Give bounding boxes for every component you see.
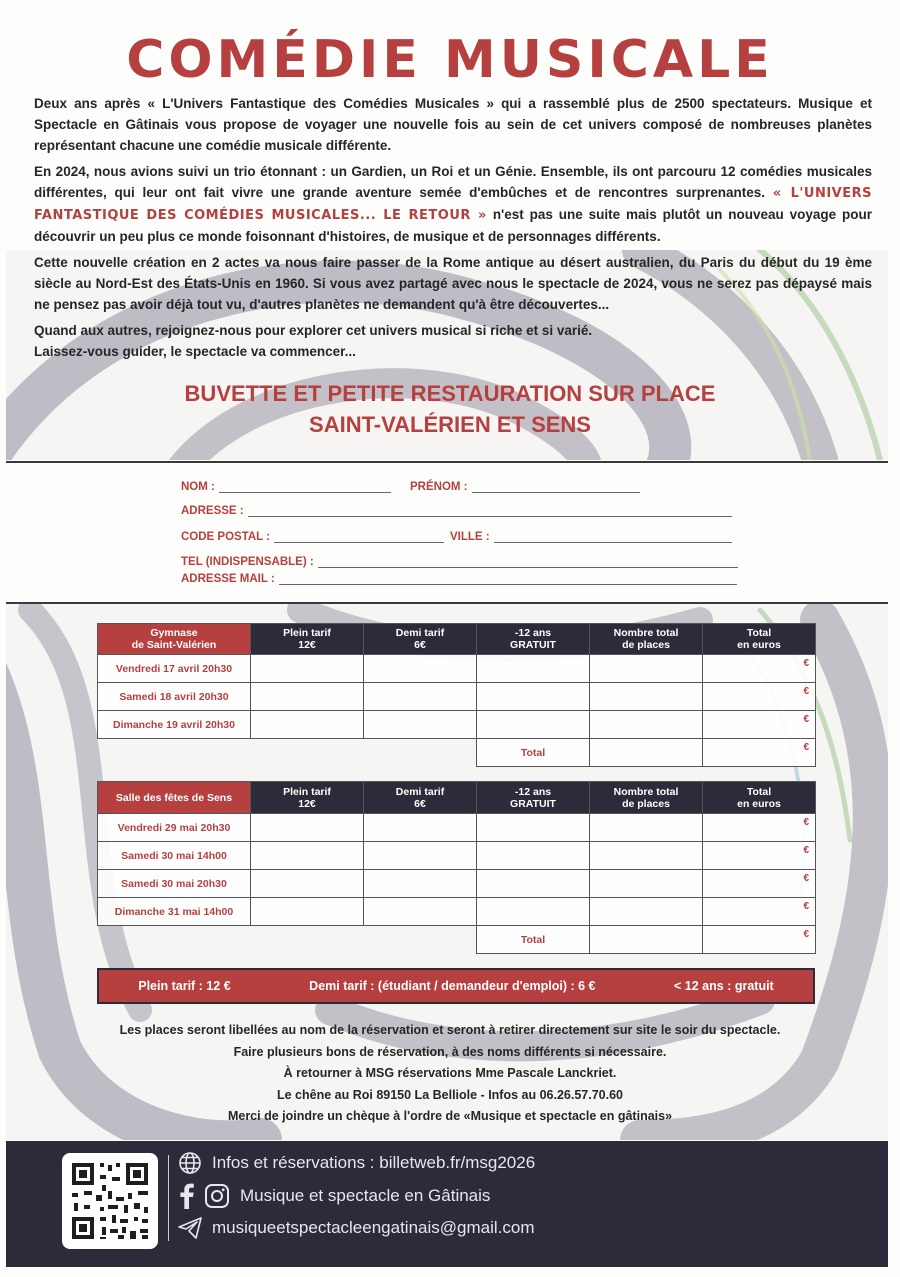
date-cell: Dimanche 31 mai 14h00 — [98, 898, 251, 926]
footnote-line: Merci de joindre un chèque à l'ordre de «Musique et spectacle en gâtinais» — [227, 1109, 673, 1123]
table-header-row — [98, 624, 816, 655]
nombre-places-header: Nombre total de places — [590, 782, 703, 814]
ville-field[interactable] — [450, 530, 732, 543]
table-row — [98, 711, 816, 739]
show-title-highlight: « L'UNIVERS FANTASTIQUE DES COMÉDIES MUSICALES... LE RETOUR » — [34, 186, 872, 223]
nombre-input[interactable] — [590, 814, 703, 842]
date-cell: Samedi 30 mai 20h30 — [98, 870, 251, 898]
buvette-banner — [0, 378, 900, 440]
plein-input[interactable] — [251, 898, 364, 926]
euro-cell[interactable]: € — [703, 655, 816, 683]
total-label: Total — [477, 926, 590, 954]
table-row — [98, 898, 816, 926]
venue-header: Gymnase de Saint-Valérien — [98, 624, 251, 655]
demi-input[interactable] — [364, 683, 477, 711]
code-postal-field[interactable] — [181, 530, 444, 543]
demi-tarif-header: Demi tarif 6€ — [364, 624, 477, 655]
plein-tarif-header: Plein tarif 12€ — [251, 782, 364, 814]
code-postal-line[interactable] — [274, 530, 444, 543]
tarif-demi: Demi tarif : (étudiant / demandeur d'emploi) : 6 € — [309, 979, 596, 993]
nom-field[interactable] — [181, 480, 391, 493]
demi-input[interactable] — [364, 898, 477, 926]
intro-paragraph-3: Cette nouvelle création en 2 actes va nous faire passer de la Rome antique au désert australien, du Paris du début du 19 ème siècle au Nord-Est des États-Unis en 1960. Si vous avez partagé avec nous le spectacle de 2024, vous ne serez pas dépaysé mais ne pensez pas avoir déjà tout vu, d'autres planètes ne demandent qu'à être découvertes... — [34, 255, 872, 312]
demi-input[interactable] — [364, 870, 477, 898]
table-sens — [97, 781, 816, 954]
nom-label: NOM : — [181, 481, 215, 493]
tel-field[interactable] — [181, 555, 738, 568]
footnote-line: Les places seront libellées au nom de la réservation et seront à retirer directement sur site le soir du spectacle. — [119, 1023, 781, 1037]
moins12-input[interactable] — [477, 870, 590, 898]
tarifs-banner — [97, 968, 815, 1004]
footnotes — [0, 1020, 900, 1128]
blank-cell — [98, 926, 477, 954]
demi-input[interactable] — [364, 814, 477, 842]
intro-paragraph-2-part-c: n'est pas une suite mais plutôt un nouveau voyage pour découvrir un peu plus ce monde foisonnant d'histoires, de musique et de personnages différents. — [34, 207, 872, 244]
date-cell: Vendredi 17 avril 20h30 — [98, 655, 251, 683]
facebook-icon — [178, 1183, 196, 1209]
nombre-input[interactable] — [590, 683, 703, 711]
footnote-line: À retourner à MSG réservations Mme Pascale Lanckriet. — [283, 1066, 617, 1080]
moins12-header: -12 ans GRATUIT — [477, 782, 590, 814]
divider-top — [6, 461, 888, 463]
intro-paragraph-2 — [34, 161, 872, 247]
nombre-input[interactable] — [590, 655, 703, 683]
euro-cell[interactable]: € — [703, 898, 816, 926]
date-cell: Dimanche 19 avril 20h30 — [98, 711, 251, 739]
adresse-label: ADRESSE : — [181, 505, 244, 517]
send-icon — [178, 1217, 202, 1239]
plein-input[interactable] — [251, 683, 364, 711]
plein-input[interactable] — [251, 655, 364, 683]
table-header-row — [98, 782, 816, 814]
intro-paragraph-2-part-a: En 2024, nous avions suivi un trio étonnant : un Gardien, un Roi et un Génie. Ensemble, ils ont parcouru 12 comédies musicales différentes, qui leur ont fait vivre une grande aventure semée d'embûches et de rencontres surprenantes. — [34, 164, 872, 200]
prenom-label: PRÉNOM : — [410, 481, 468, 493]
plein-input[interactable] — [251, 814, 364, 842]
email-field[interactable] — [181, 572, 737, 585]
moins12-header: -12 ans GRATUIT — [477, 624, 590, 655]
footer-web-info[interactable] — [178, 1151, 535, 1175]
nombre-places-header: Nombre total de places — [590, 624, 703, 655]
date-cell: Samedi 18 avril 20h30 — [98, 683, 251, 711]
nombre-input[interactable] — [590, 842, 703, 870]
nombre-input[interactable] — [590, 711, 703, 739]
code-postal-label: CODE POSTAL : — [181, 531, 271, 543]
email-line[interactable] — [279, 572, 737, 585]
total-row — [98, 739, 816, 767]
demi-input[interactable] — [364, 655, 477, 683]
page-title: COMÉDIE MUSICALE — [126, 30, 774, 90]
footer-web-text: Infos et réservations : billetweb.fr/msg2026 — [212, 1153, 536, 1172]
moins12-input[interactable] — [477, 683, 590, 711]
nombre-total-input[interactable] — [590, 926, 703, 954]
total-euros-header: Total en euros — [703, 624, 816, 655]
total-row — [98, 926, 816, 954]
ville-label: VILLE : — [450, 531, 490, 543]
footer-email-info[interactable] — [178, 1217, 534, 1239]
adresse-field[interactable] — [181, 504, 732, 517]
adresse-line[interactable] — [248, 504, 732, 517]
table-row — [98, 655, 816, 683]
plein-input[interactable] — [251, 711, 364, 739]
divider-middle — [6, 602, 888, 604]
tel-label: TEL (INDISPENSABLE) : — [181, 556, 314, 568]
instagram-icon — [204, 1183, 230, 1209]
globe-icon — [178, 1151, 202, 1175]
moins12-input[interactable] — [477, 814, 590, 842]
euro-cell[interactable]: € — [703, 814, 816, 842]
demi-tarif-header: Demi tarif 6€ — [364, 782, 477, 814]
prenom-line[interactable] — [472, 480, 640, 493]
tarif-plein: Plein tarif : 12 € — [138, 979, 231, 993]
euro-cell[interactable]: € — [703, 683, 816, 711]
demi-input[interactable] — [364, 842, 477, 870]
euro-cell[interactable]: € — [703, 711, 816, 739]
intro-paragraph-1: Deux ans après « L'Univers Fantastique des Comédies Musicales » qui a rassemblé plus de 2500 spectateurs. Musique et Spectacle en Gâtinais vous propose de voyager une nouvelle fois au sein de cet univers composé de nombreuses planètes représentant chacune une comédie musicale différente. — [34, 96, 872, 153]
total-label: Total — [477, 739, 590, 767]
nombre-input[interactable] — [590, 898, 703, 926]
ville-line[interactable] — [494, 530, 732, 543]
moins12-input[interactable] — [477, 898, 590, 926]
table-row — [98, 814, 816, 842]
total-euros-header: Total en euros — [703, 782, 816, 814]
demi-input[interactable] — [364, 711, 477, 739]
euro-cell[interactable]: € — [703, 870, 816, 898]
total-euro-cell[interactable]: € — [703, 926, 816, 954]
qr-code-icon — [62, 1153, 158, 1249]
footer — [6, 1141, 888, 1267]
nom-line[interactable] — [219, 480, 391, 493]
tarif-moins12: < 12 ans : gratuit — [674, 979, 774, 993]
footer-separator — [168, 1155, 169, 1241]
date-cell: Samedi 30 mai 14h00 — [98, 842, 251, 870]
buvette-line-2: SAINT-VALÉRIEN ET SENS — [309, 412, 591, 437]
email-label: ADRESSE MAIL : — [181, 573, 275, 585]
total-euro-cell[interactable]: € — [703, 739, 816, 767]
intro-paragraph-4: Quand aux autres, rejoignez-nous pour explorer cet univers musical si riche et si varié. — [34, 323, 593, 338]
table-row — [98, 870, 816, 898]
intro-text — [34, 93, 872, 362]
table-row — [98, 683, 816, 711]
moins12-input[interactable] — [477, 842, 590, 870]
moins12-input[interactable] — [477, 655, 590, 683]
plein-tarif-header: Plein tarif 12€ — [251, 624, 364, 655]
moins12-input[interactable] — [477, 711, 590, 739]
tel-line[interactable] — [318, 555, 738, 568]
footer-social-text: Musique et spectacle en Gâtinais — [240, 1186, 491, 1205]
table-saint-valerien — [97, 623, 816, 767]
footer-social-info[interactable] — [178, 1183, 490, 1209]
footnote-line: Faire plusieurs bons de réservation, à des noms différents si nécessaire. — [233, 1044, 667, 1059]
blank-cell — [98, 739, 477, 767]
intro-paragraph-5: Laissez-vous guider, le spectacle va commencer... — [34, 344, 356, 359]
plein-input[interactable] — [251, 842, 364, 870]
table-row — [98, 842, 816, 870]
venue-header: Salle des fêtes de Sens — [98, 782, 251, 814]
prenom-field[interactable] — [410, 480, 640, 493]
qr-code[interactable] — [62, 1153, 158, 1249]
buvette-line-1: BUVETTE ET PETITE RESTAURATION SUR PLACE — [184, 381, 716, 406]
date-cell: Vendredi 29 mai 20h30 — [98, 814, 251, 842]
footnote-line: Le chêne au Roi 89150 La Belliole - Infos au 06.26.57.70.60 — [277, 1087, 623, 1102]
nombre-input[interactable] — [590, 870, 703, 898]
plein-input[interactable] — [251, 870, 364, 898]
footer-email-text: musiqueetspectacleengatinais@gmail.com — [212, 1218, 535, 1237]
euro-cell[interactable]: € — [703, 842, 816, 870]
nombre-total-input[interactable] — [590, 739, 703, 767]
